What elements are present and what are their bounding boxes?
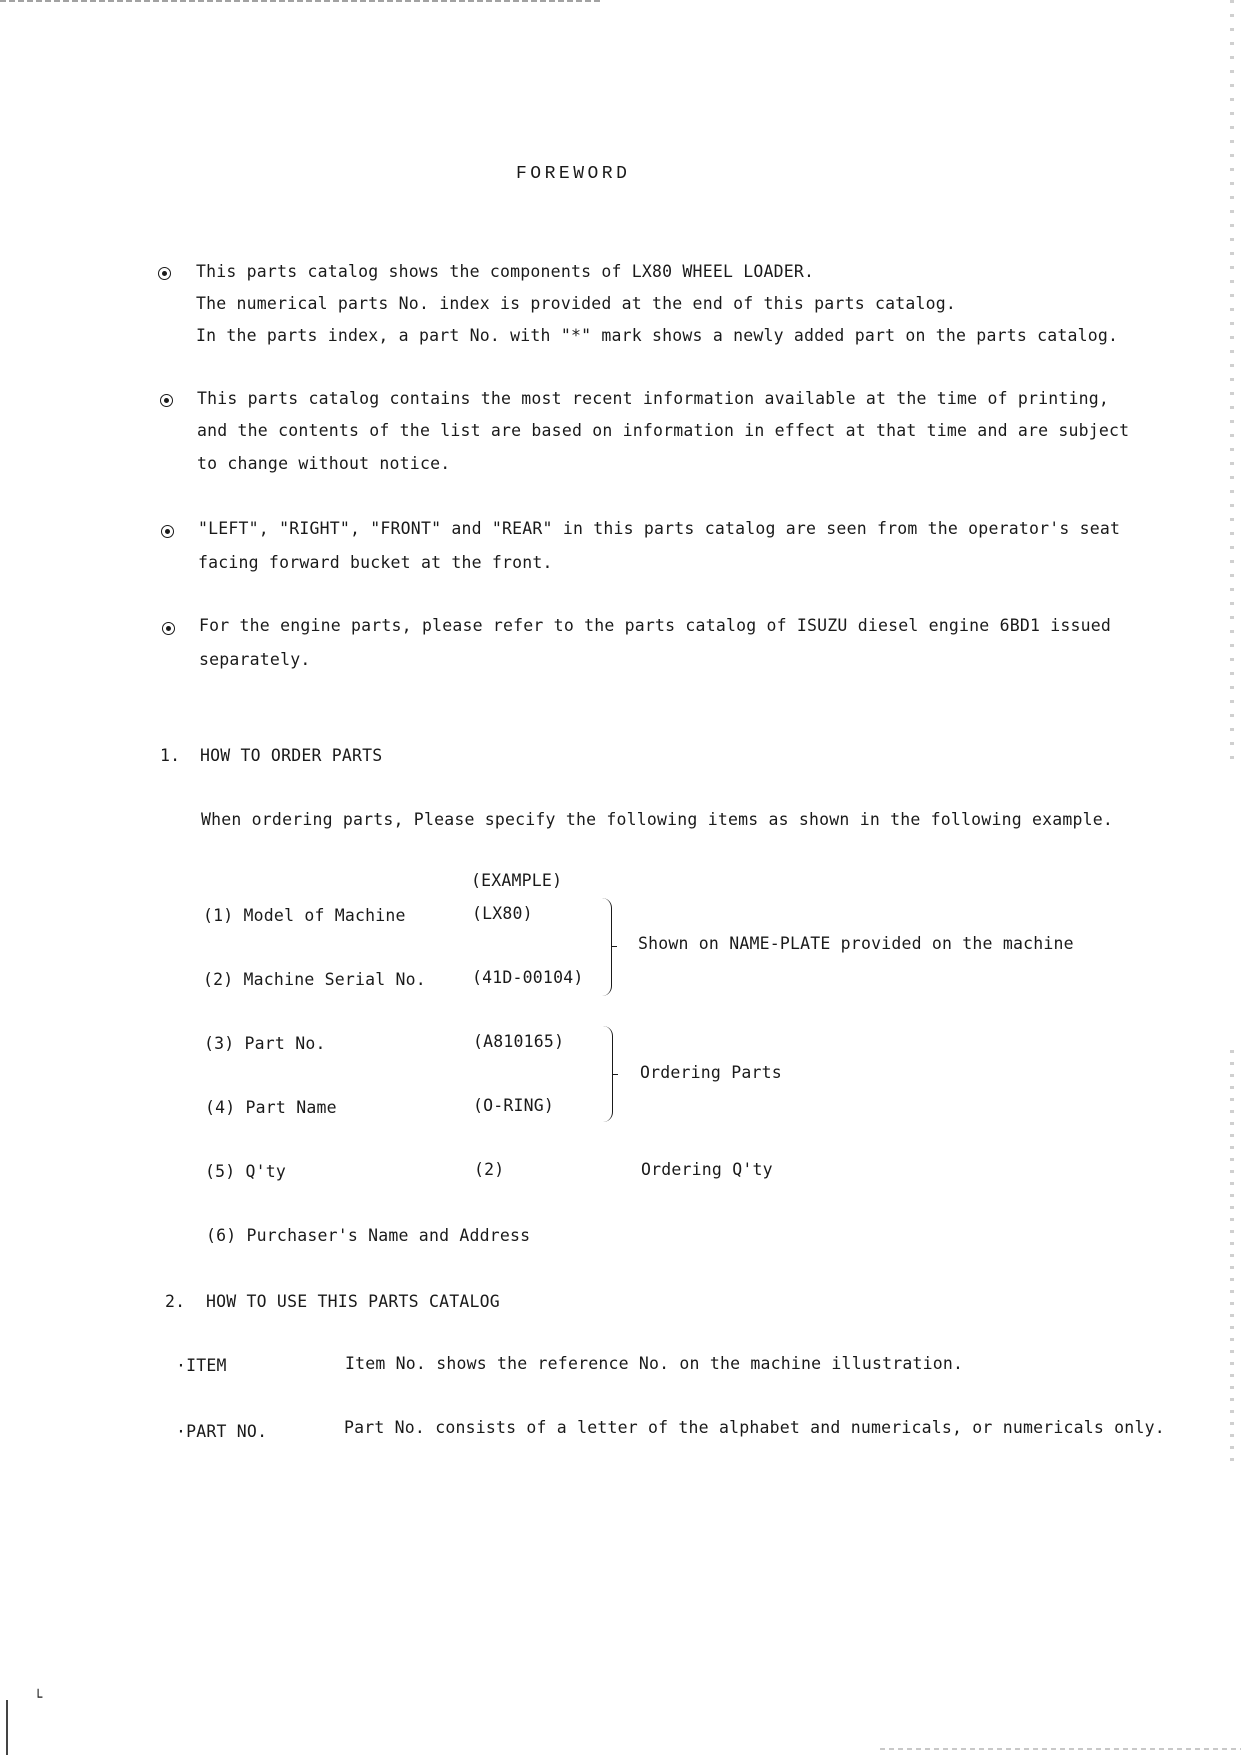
- scan-edge-right: [1230, 0, 1234, 760]
- corner-mark: └: [34, 1690, 43, 1706]
- order-item-label: (5) Q'ty: [205, 1162, 287, 1181]
- order-item-label: (4) Part Name: [205, 1098, 337, 1117]
- brace-tip: [611, 946, 617, 947]
- usage-term-part-no: ·PART NO.: [176, 1422, 268, 1441]
- foreword-2-line-2: and the contents of the list are based on information in effect at that time and are subject: [197, 421, 1130, 440]
- scan-edge-bottom: [880, 1748, 1241, 1750]
- order-item-example: (2): [474, 1160, 505, 1179]
- order-item-example: (O-RING): [473, 1096, 555, 1115]
- page-title: FOREWORD: [516, 164, 631, 184]
- bullet-icon: [158, 267, 171, 280]
- section-2-heading: HOW TO USE THIS PARTS CATALOG: [206, 1292, 500, 1311]
- foreword-3-line-1: "LEFT", "RIGHT", "FRONT" and "REAR" in this parts catalog are seen from the operator's seat: [198, 519, 1121, 538]
- order-item-example: (LX80): [472, 904, 533, 923]
- foreword-2-line-3: to change without notice.: [197, 454, 451, 473]
- bullet-icon: [160, 394, 173, 407]
- scan-edge-left: [6, 1700, 8, 1755]
- section-1-heading: HOW TO ORDER PARTS: [200, 746, 383, 765]
- foreword-4-line-2: separately.: [199, 650, 311, 669]
- order-item-label: (3) Part No.: [204, 1034, 326, 1053]
- foreword-4-line-1: For the engine parts, please refer to the parts catalog of ISUZU diesel engine 6BD1 issued: [199, 616, 1112, 635]
- brace-tip: [612, 1074, 618, 1075]
- order-item-label: (6) Purchaser's Name and Address: [206, 1226, 531, 1245]
- scan-edge-top: [0, 0, 600, 2]
- order-item-label: (1) Model of Machine: [203, 906, 406, 925]
- section-1-intro: When ordering parts, Please specify the following items as shown in the following example.: [201, 810, 1114, 829]
- bullet-icon: [161, 525, 174, 538]
- note-ordering-qty: Ordering Q'ty: [641, 1160, 773, 1179]
- order-item-example: (41D-00104): [472, 968, 584, 987]
- section-1-number: 1.: [160, 746, 181, 765]
- example-header: (EXAMPLE): [471, 871, 563, 890]
- foreword-1-line-3: In the parts index, a part No. with "*" mark shows a newly added part on the parts catalog.: [196, 326, 1119, 345]
- bullet-icon: [162, 622, 175, 635]
- usage-description-part-no: Part No. consists of a letter of the alphabet and numericals, or numericals only.: [344, 1418, 1165, 1437]
- scan-edge-right-lower: [1230, 1050, 1234, 1470]
- foreword-3-line-2: facing forward bucket at the front.: [198, 553, 553, 572]
- order-item-example: (A810165): [473, 1032, 565, 1051]
- foreword-2-line-1: This parts catalog contains the most recent information available at the time of printing,: [197, 389, 1110, 408]
- section-2-number: 2.: [165, 1292, 186, 1311]
- foreword-1-line-2: The numerical parts No. index is provided at the end of this parts catalog.: [196, 294, 957, 313]
- usage-description-item: Item No. shows the reference No. on the machine illustration.: [345, 1354, 964, 1373]
- usage-term-item: ·ITEM: [176, 1356, 227, 1375]
- order-item-label: (2) Machine Serial No.: [203, 970, 426, 989]
- note-ordering-parts: Ordering Parts: [640, 1063, 782, 1082]
- foreword-1-line-1: This parts catalog shows the components of LX80 WHEEL LOADER.: [196, 262, 815, 281]
- note-nameplate: Shown on NAME-PLATE provided on the machine: [638, 934, 1074, 953]
